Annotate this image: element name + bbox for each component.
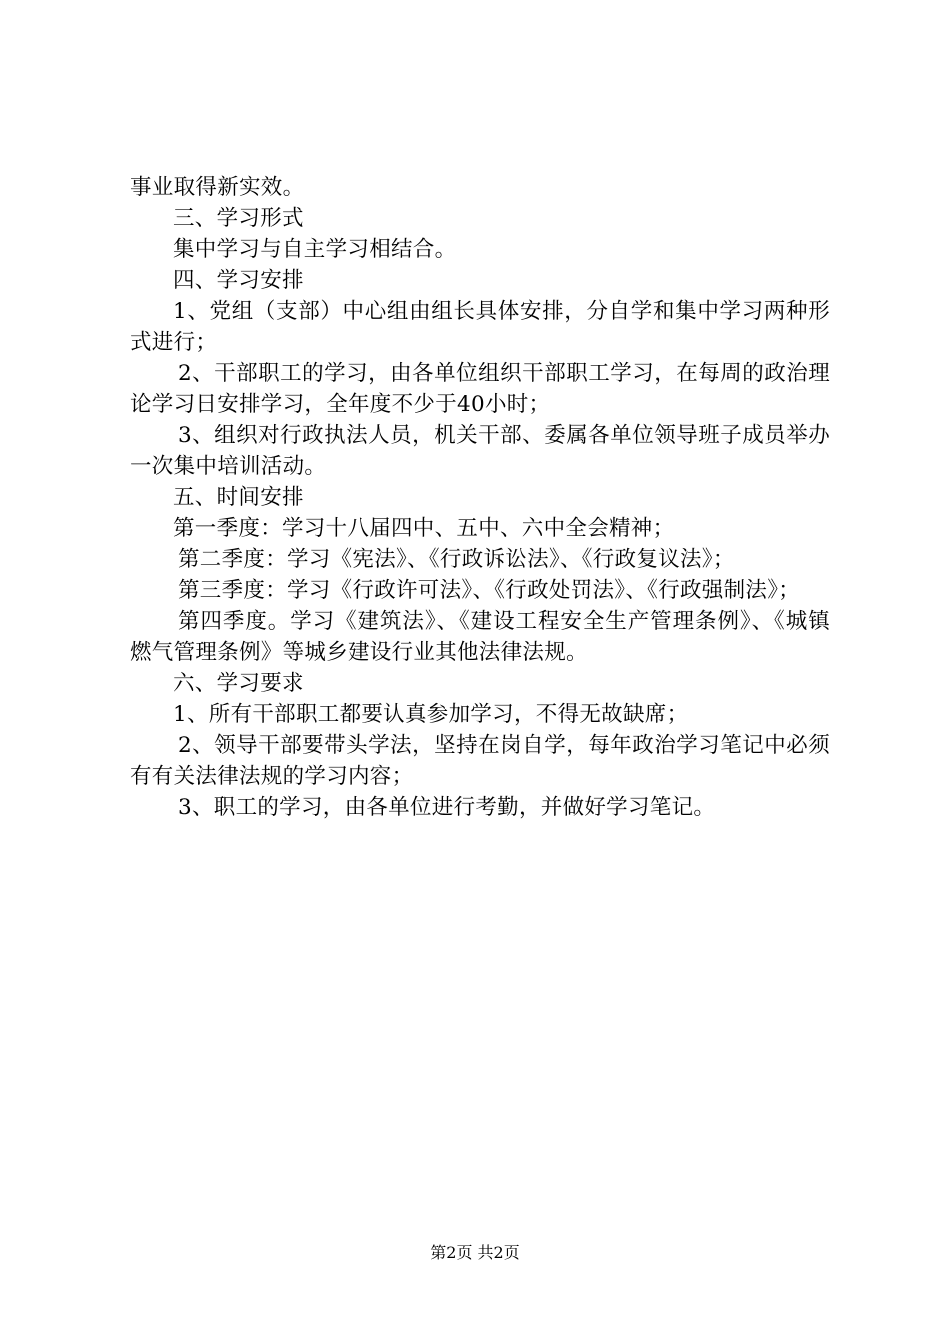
- heading-learning-arrangement: 四、学习安排: [173, 268, 304, 293]
- paragraph-continuation: 事业取得新实效。: [130, 175, 305, 200]
- heading-learning-form: 三、学习形式: [173, 206, 304, 231]
- paragraph-schedule-q2: 第二季度：学习《宪法》、《行政诉讼法》、《行政复议法》；: [178, 547, 735, 572]
- paragraph-requirement-3: 3、职工的学习，由各单位进行考勤，并做好学习笔记。: [178, 795, 716, 820]
- paragraph-requirement-1: 1、所有干部职工都要认真参加学习，不得无故缺席；: [173, 702, 689, 727]
- paragraph-arrangement-1: 1、党组（支部）中心组由组长具体安排，分自学和集中学习两种形式进行；: [130, 299, 830, 355]
- paragraph-schedule-q1: 第一季度：学习十八届四中、五中、六中全会精神；: [173, 516, 675, 541]
- page-footer: [0, 1243, 950, 1263]
- paragraph-arrangement-3: 3、组织对行政执法人员，机关干部、委属各单位领导班子成员举办一次集中培训活动。: [130, 423, 830, 479]
- paragraph-schedule-q4: 第四季度。学习《建筑法》、《建设工程安全生产管理条例》、《城镇燃气管理条例》等城乡建设行业其他法律法规。: [130, 609, 830, 665]
- heading-requirements: 六、学习要求: [173, 671, 304, 696]
- page-number-label: 第2页 共2页: [430, 1243, 520, 1262]
- paragraph-learning-form: 集中学习与自主学习相结合。: [173, 237, 457, 262]
- paragraph-arrangement-2: 2、干部职工的学习，由各单位组织干部职工学习，在每周的政治理论学习日安排学习，全年度不少于40小时；: [130, 361, 830, 417]
- paragraph-schedule-q3: 第三季度：学习《行政许可法》、《行政处罚法》、《行政强制法》；: [178, 578, 801, 603]
- paragraph-requirement-2: 2、领导干部要带头学法，坚持在岗自学，每年政治学习笔记中必须有有关法律法规的学习内容；: [130, 733, 830, 789]
- document-body: [130, 172, 830, 823]
- heading-schedule: 五、时间安排: [173, 485, 304, 510]
